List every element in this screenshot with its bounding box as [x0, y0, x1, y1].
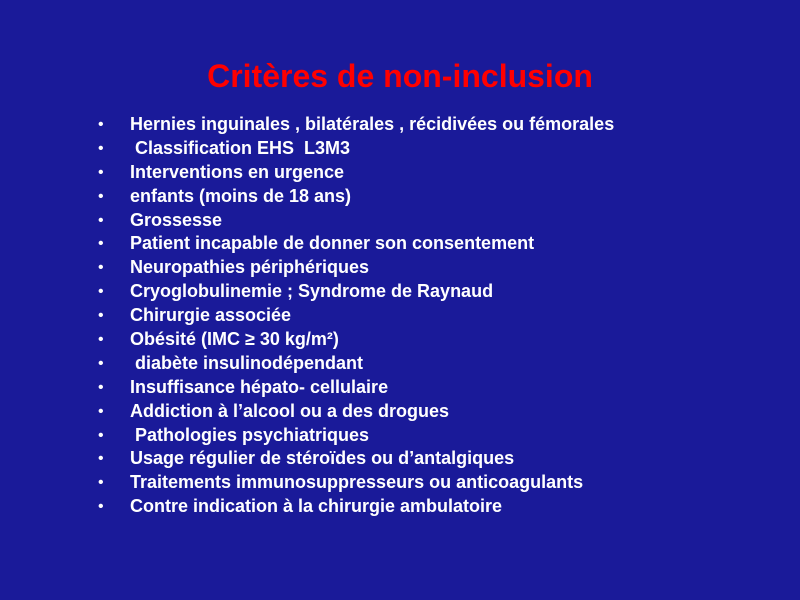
criteria-text: Hernies inguinales , bilatérales , récidivées ou fémorales — [130, 114, 615, 134]
bullet-icon: • — [98, 163, 104, 181]
criteria-text: Interventions en urgence — [130, 161, 345, 182]
criteria-item — [98, 232, 788, 256]
bullet-icon: • — [98, 498, 104, 516]
criteria-text: Contre indication à la chirurgie ambulatoire — [130, 496, 503, 517]
criteria-item — [98, 280, 788, 304]
criteria-item — [98, 424, 788, 448]
criteria-item — [98, 352, 788, 376]
slide-title: Critères de non-inclusion — [207, 58, 593, 94]
criteria-item — [98, 328, 788, 352]
criteria-text: diabète insulinodépendant — [130, 352, 364, 373]
criteria-item — [98, 256, 788, 280]
criteria-text: Cryoglobulinemie ; Syndrome de Raynaud — [130, 281, 494, 302]
bullet-icon: • — [98, 354, 104, 372]
criteria-item — [98, 161, 788, 185]
criteria-text: Usage régulier de stéroïdes ou d’antalgiques — [130, 448, 515, 469]
criteria-item — [98, 185, 788, 209]
bullet-icon: • — [98, 474, 104, 492]
bullet-icon: • — [98, 259, 104, 277]
criteria-text: Obésité (IMC ≥ 30 kg/m²) — [130, 329, 339, 350]
bullet-icon: • — [98, 211, 104, 229]
criteria-text: Chirurgie associée — [130, 305, 292, 326]
bullet-icon: • — [98, 450, 104, 468]
criteria-item — [98, 471, 788, 495]
criteria-text: Insuffisance hépato- cellulaire — [130, 376, 389, 397]
criteria-text: enfants (moins de 18 ans) — [130, 185, 352, 206]
bullet-icon: • — [98, 426, 104, 444]
criteria-text: Classification EHS L3M3 — [130, 137, 351, 158]
criteria-item — [98, 400, 788, 424]
bullet-icon: • — [98, 307, 104, 325]
bullet-icon: • — [98, 331, 104, 349]
bullet-icon: • — [98, 116, 104, 133]
bullet-icon: • — [98, 402, 104, 420]
bullet-icon: • — [98, 235, 104, 253]
criteria-text: Addiction à l’alcool ou a des drogues — [130, 400, 450, 421]
criteria-item — [98, 376, 788, 400]
criteria-text: Grossesse — [130, 209, 223, 230]
criteria-text: Neuropathies périphériques — [130, 257, 370, 278]
criteria-item — [98, 447, 788, 471]
criteria-text: Pathologies psychiatriques — [130, 424, 370, 445]
bullet-icon: • — [98, 139, 104, 157]
bullet-icon: • — [98, 283, 104, 301]
criteria-list — [98, 113, 788, 519]
bullet-icon: • — [98, 187, 104, 205]
criteria-item — [98, 495, 788, 519]
criteria-item — [98, 209, 788, 233]
bullet-icon: • — [98, 378, 104, 396]
criteria-text: Patient incapable de donner son consentement — [130, 233, 535, 254]
criteria-text: Traitements immunosuppresseurs ou anticoagulants — [130, 472, 584, 493]
criteria-item — [98, 113, 788, 137]
criteria-item — [98, 304, 788, 328]
criteria-item — [98, 137, 788, 161]
